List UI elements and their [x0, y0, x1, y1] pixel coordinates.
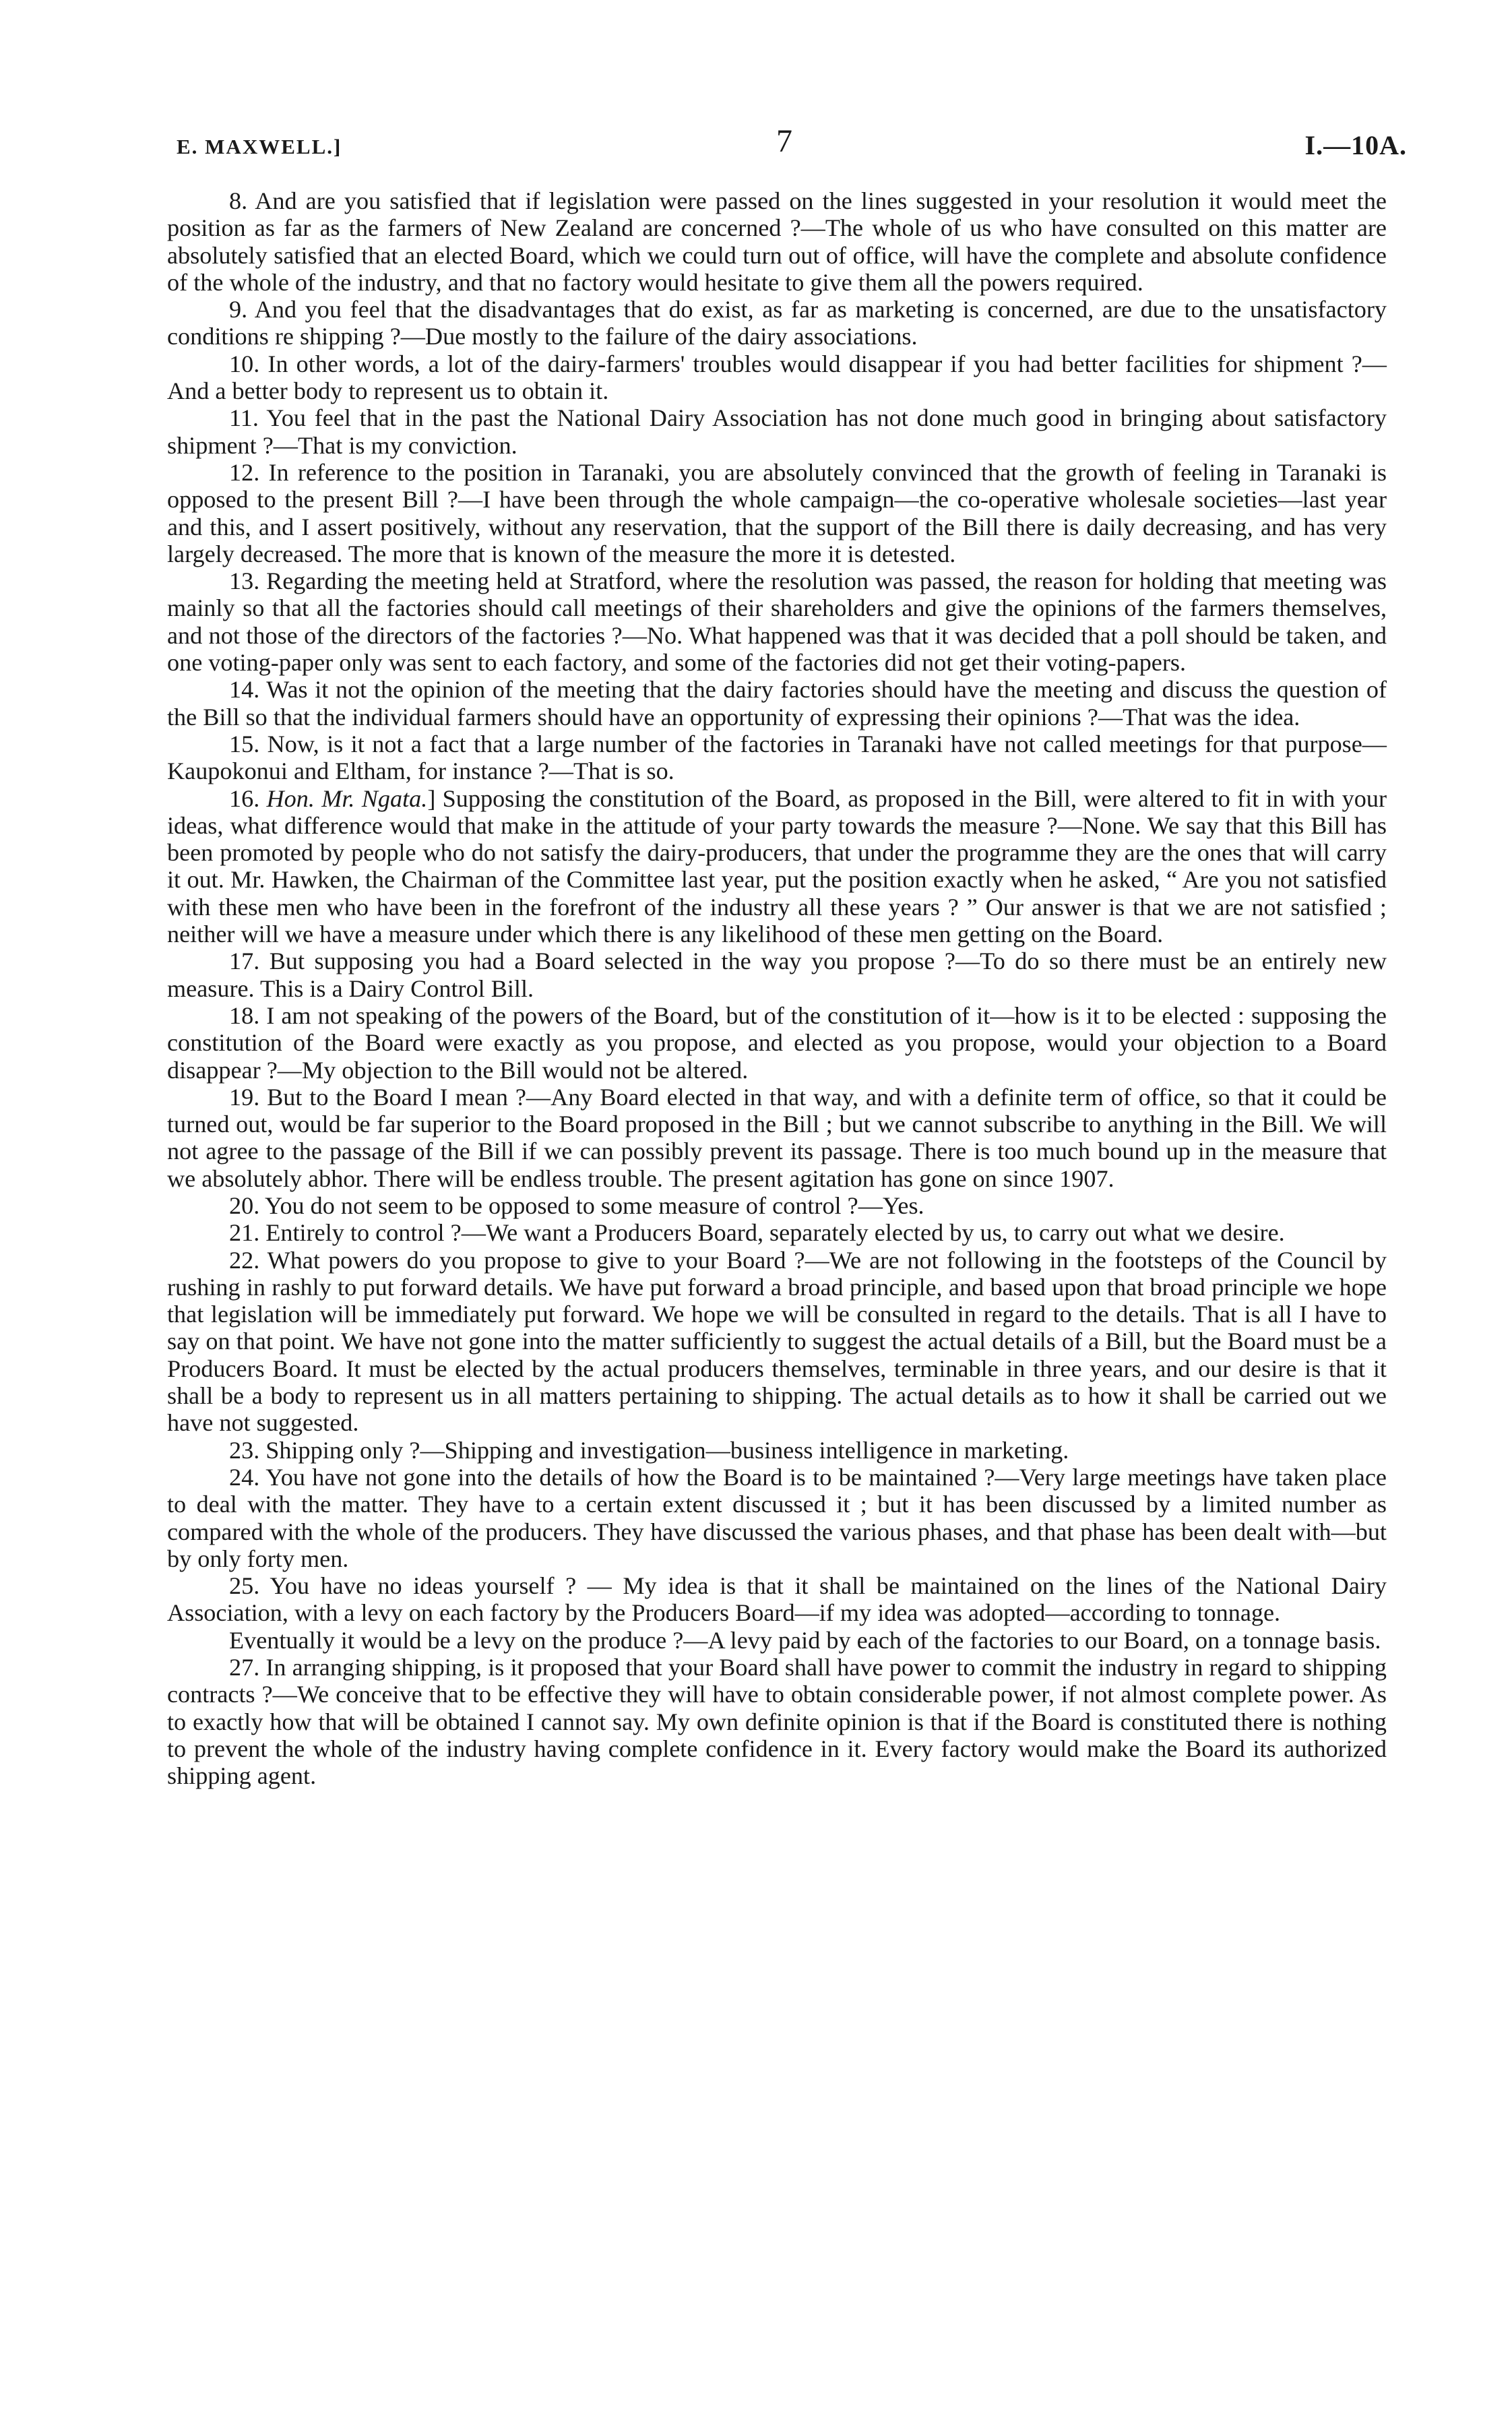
paragraph-23: 23. Shipping only ?—Shipping and investigation—business intelligence in marketing. — [229, 1436, 1069, 1464]
paragraph-9: 9. And you feel that the disadvantages that do exist, as far as marketing is concerned, are due to the unsatisfactory conditions re shipping ?—Due mostly to the failure of the dairy associations. — [167, 296, 1387, 350]
paragraph-22: 22. What powers do you propose to give to your Board ?—We are not following in the footsteps of the Council by rushing in rashly to put forward details. We have put forward a broad principle, and based upon that broad principle we hope that legislation will be immediately put forward. We hope we will be consulted in regard to the details. That is all I have to say on that point. We have not gone into the matter sufficiently to suggest the actual details of a Bill, but the Board must be a Producers Board. It must be elected by the actual producers themselves, terminable in three years, and our desire is that it shall be a body to represent us in all matters pertaining to shipping. The actual details as to how it shall be carried out we have not suggested. — [167, 1246, 1387, 1437]
paragraph-14: 14. Was it not the opinion of the meeting that the dairy factories should have the meeting and discuss the question of the Bill so that the individual farmers should have an opportunity of expressing their opinions ?—That was the idea. — [167, 676, 1387, 731]
paragraph-26: Eventually it would be a levy on the produce ?—A levy paid by each of the factories to our Board, on a tonnage basis. — [229, 1626, 1381, 1654]
speaker-name: Hon. Mr. Ngata. — [266, 784, 428, 812]
document-body — [167, 187, 1387, 1790]
paragraph-25: 25. You have no ideas yourself ? — My idea is that it shall be maintained on the lines of the National Dairy Association, with a levy on each factory by the Producers Board—if my idea was adopted—according to tonnage. — [167, 1572, 1387, 1627]
paragraph-21: 21. Entirely to control ?—We want a Producers Board, separately elected by us, to carry out what we desire. — [229, 1219, 1285, 1247]
paragraph-13: 13. Regarding the meeting held at Stratford, where the resolution was passed, the reason for holding that meeting was mainly so that all the factories should call meetings of their shareholders and give the opinions of the farmers themselves, and not those of the directors of the factories ?—No. What happened was that it was decided that a poll should be taken, and one voting-paper only was sent to each factory, and some of the factories did not get their voting-papers. — [167, 567, 1387, 677]
page-header — [177, 123, 1407, 170]
paragraph-20: 20. You do not seem to be opposed to some measure of control ?—Yes. — [229, 1191, 924, 1219]
paragraph-16-text: ] Supposing the constitution of the Board, as proposed in the Bill, were altered to fit in with your ideas, what difference would that make in the attitude of your party towards the measure ?—None. We say that this Bill has been promoted by people who do not satisfy the dairy-producers, that under the programme they are the ones that will carry it out. Mr. Hawken, the Chairman of the Committee last year, put the position exactly when he asked, “ Are you not satisfied with these men who have been in the forefront of the industry all these years ? ” Our answer is that we are not satisfied ; neither will we have a measure under which there is any likelihood of these men getting on the Board. — [167, 784, 1387, 948]
paragraph-17: 17. But supposing you had a Board selected in the way you propose ?—To do so there must be an entirely new measure. This is a Dairy Control Bill. — [167, 948, 1387, 1002]
paragraph-15: 15. Now, is it not a fact that a large number of the factories in Taranaki have not called meetings for that purpose—Kaupokonui and Eltham, for instance ?—That is so. — [167, 730, 1387, 785]
paragraph-16 — [167, 785, 1387, 948]
paragraph-24: 24. You have not gone into the details of how the Board is to be maintained ?—Very large meetings have taken place to deal with the matter. They have to a certain extent discussed it ; but it has been discussed by a limited number as compared with the whole of the producers. They have discussed the various phases, and that phase has been dealt with—but by only forty men. — [167, 1463, 1387, 1572]
header-witness-name: E. MAXWELL.] — [177, 135, 342, 158]
paragraph-18: 18. I am not speaking of the powers of the Board, but of the constitution of it—how is it to be elected : supposing the constitution of the Board were exactly as you propose, and elected as you propose, would your objection to a Board disappear ?—My objection to the Bill would not be altered. — [167, 1001, 1387, 1084]
paragraph-10: 10. In other words, a lot of the dairy-farmers' troubles would disappear if you had better facilities for shipment ?—And a better body to represent us to obtain it. — [167, 350, 1387, 405]
paragraph-27: 27. In arranging shipping, is it proposed that your Board shall have power to commit the industry in regard to shipping contracts ?—We conceive that to be effective they will have to obtain considerable power, if not almost complete power. As to exactly how that will be obtained I cannot say. My own definite opinion is that if the Board is constituted there is nothing to prevent the whole of the industry having complete confidence in it. Every factory would make the Board its authorized shipping agent. — [167, 1654, 1387, 1790]
paragraph-12: 12. In reference to the position in Taranaki, you are absolutely convinced that the growth of feeling in Taranaki is opposed to the present Bill ?—I have been through the whole campaign—the co-operative wholesale societies—last year and this, and I assert positively, without any reservation, that the support of the Bill there is daily decreasing, and has very largely decreased. The more that is known of the measure the more it is detested. — [167, 458, 1387, 567]
paragraph-16-number: 16. — [229, 784, 267, 812]
paragraph-8: 8. And are you satisfied that if legislation were passed on the lines suggested in your resolution it would meet the position as far as the farmers of New Zealand are concerned ?—The whole of us who have consulted on this matter are absolutely satisfied that an elected Board, which we could turn out of office, will have the complete and absolute confidence of the whole of the industry, and that no factory would hesitate to give them all the powers required. — [167, 187, 1387, 296]
paragraph-19: 19. But to the Board I mean ?—Any Board elected in that way, and with a definite term of office, so that it could be turned out, would be far superior to the Board proposed in the Bill ; but we cannot subscribe to anything in the Bill. We will not agree to the passage of the Bill if we can possibly prevent its passage. There is too much bound up in the measure that we absolutely abhor. There will be endless trouble. The present agitation has gone on since 1907. — [167, 1083, 1387, 1192]
document-reference: I.—10A. — [1304, 130, 1407, 160]
page-number: 7 — [776, 123, 792, 159]
paragraph-11: 11. You feel that in the past the National Dairy Association has not done much good in bringing about satisfactory shipment ?—That is my conviction. — [167, 404, 1387, 459]
